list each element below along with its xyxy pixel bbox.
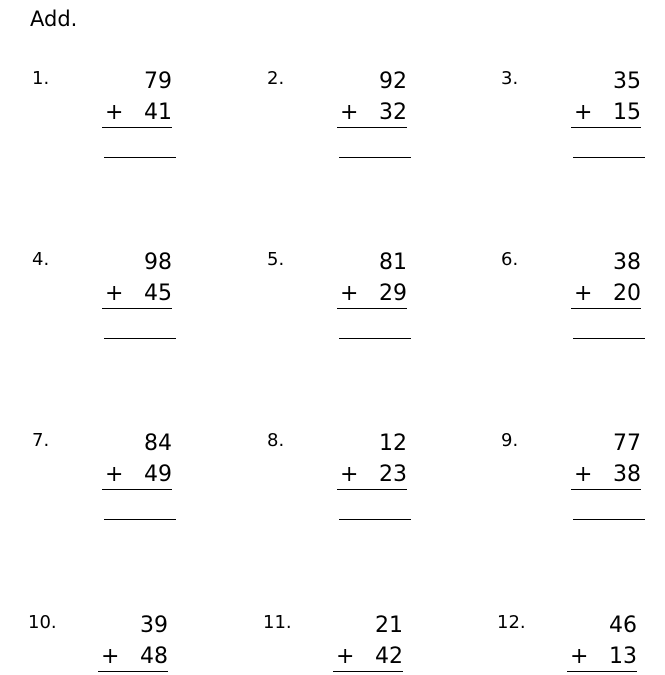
- addend-row: [102, 461, 172, 490]
- plus-sign: +: [574, 462, 593, 487]
- answer-line: [339, 338, 411, 339]
- plus-sign: +: [570, 644, 589, 669]
- plus-sign: +: [340, 462, 359, 487]
- plus-sign: +: [105, 281, 124, 306]
- addend-row: [571, 280, 641, 309]
- top-addend: 39: [140, 613, 168, 638]
- bottom-addend: 15: [613, 100, 641, 125]
- bottom-addend: 29: [379, 281, 407, 306]
- bottom-addend: 20: [613, 281, 641, 306]
- answer-line: [104, 338, 176, 339]
- problem-5: [267, 249, 407, 349]
- addend-row: [98, 643, 168, 672]
- answer-line: [573, 338, 645, 339]
- answer-line: [339, 157, 411, 158]
- answer-line: [104, 519, 176, 520]
- problem-12: [497, 612, 637, 672]
- plus-sign: +: [574, 281, 593, 306]
- plus-sign: +: [574, 100, 593, 125]
- top-addend: 77: [613, 431, 641, 456]
- addend-row: [571, 461, 641, 490]
- bottom-addend: 23: [379, 462, 407, 487]
- problem-4: [32, 249, 172, 349]
- bottom-addend: 38: [613, 462, 641, 487]
- bottom-addend: 48: [140, 644, 168, 669]
- plus-sign: +: [105, 100, 124, 125]
- bottom-addend: 49: [144, 462, 172, 487]
- top-addend: 79: [144, 69, 172, 94]
- addend-row: [337, 99, 407, 128]
- top-addend: 12: [379, 431, 407, 456]
- addend-row: [571, 99, 641, 128]
- plus-sign: +: [340, 281, 359, 306]
- bottom-addend: 41: [144, 100, 172, 125]
- problem-2: [267, 68, 407, 168]
- top-addend: 98: [144, 250, 172, 275]
- top-addend: 46: [609, 613, 637, 638]
- plus-sign: +: [105, 462, 124, 487]
- problem-number: 4.: [32, 249, 50, 270]
- plus-sign: +: [336, 644, 355, 669]
- bottom-addend: 13: [609, 644, 637, 669]
- problem-10: [28, 612, 168, 672]
- top-addend: 38: [613, 250, 641, 275]
- problem-number: 9.: [501, 430, 519, 451]
- problem-3: [501, 68, 641, 168]
- top-addend: 92: [379, 69, 407, 94]
- plus-sign: +: [340, 100, 359, 125]
- addend-row: [333, 643, 403, 672]
- problem-number: 7.: [32, 430, 50, 451]
- answer-line: [573, 157, 645, 158]
- problem-11: [263, 612, 403, 672]
- addend-row: [567, 643, 637, 672]
- answer-line: [339, 519, 411, 520]
- bottom-addend: 42: [375, 644, 403, 669]
- problem-number: 3.: [501, 68, 519, 89]
- top-addend: 21: [375, 613, 403, 638]
- bottom-addend: 32: [379, 100, 407, 125]
- top-addend: 81: [379, 250, 407, 275]
- bottom-addend: 45: [144, 281, 172, 306]
- top-addend: 35: [613, 69, 641, 94]
- problem-7: [32, 430, 172, 530]
- problem-number: 2.: [267, 68, 285, 89]
- problem-number: 5.: [267, 249, 285, 270]
- instruction-heading: Add.: [30, 7, 78, 31]
- problem-number: 11.: [263, 612, 292, 633]
- problem-number: 10.: [28, 612, 57, 633]
- problem-number: 12.: [497, 612, 526, 633]
- addend-row: [337, 280, 407, 309]
- problem-number: 6.: [501, 249, 519, 270]
- addend-row: [102, 280, 172, 309]
- problem-9: [501, 430, 641, 530]
- answer-line: [573, 519, 645, 520]
- answer-line: [104, 157, 176, 158]
- problem-1: [32, 68, 172, 168]
- problem-number: 1.: [32, 68, 50, 89]
- addend-row: [337, 461, 407, 490]
- plus-sign: +: [101, 644, 120, 669]
- problem-number: 8.: [267, 430, 285, 451]
- top-addend: 84: [144, 431, 172, 456]
- addend-row: [102, 99, 172, 128]
- problem-6: [501, 249, 641, 349]
- problem-8: [267, 430, 407, 530]
